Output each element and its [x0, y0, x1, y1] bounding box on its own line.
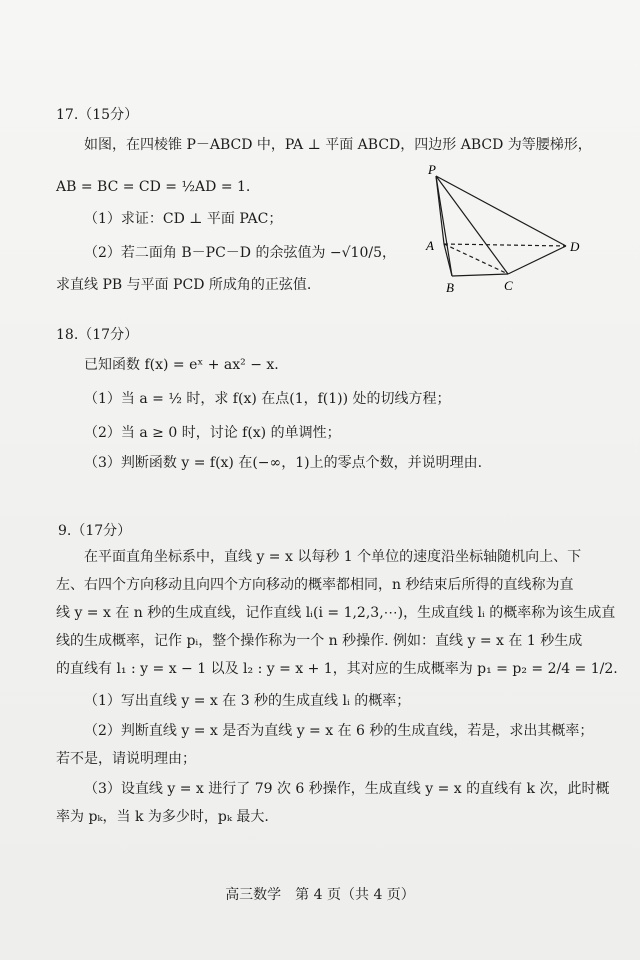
q17-part2: （2）若二面角 B－PC－D 的余弦值为 −√10/5， — [84, 245, 396, 261]
q19-part1: （1）写出直线 y = x 在 3 秒的生成直线 lᵢ 的概率； — [84, 693, 411, 709]
q19-line2: 左、右四个方向移动且向四个方向移动的概率都相同，n 秒结束后所得的直线称为直 — [56, 577, 574, 593]
q19-part3: （3）设直线 y = x 进行了 79 次 6 秒操作，生成直线 y = x 的直线有 k 次，此时概 — [84, 781, 610, 797]
q17-part1: （1）求证：CD ⊥ 平面 PAC； — [84, 211, 283, 227]
q17-line1: 如图，在四棱锥 P－ABCD 中，PA ⊥ 平面 ABCD，四边形 ABCD 为等腰梯形， — [84, 137, 592, 153]
vertex-label-a: A — [426, 238, 434, 253]
q18-header: 18.（17分） — [56, 327, 139, 343]
q19-line10: 率为 pₖ，当 k 为多少时，pₖ 最大. — [56, 809, 269, 825]
q19-line8: 若不是，请说明理由； — [56, 751, 196, 767]
pyramid-figure — [420, 160, 590, 300]
vertex-label-p: P — [428, 162, 436, 177]
vertex-label-b: B — [446, 280, 454, 295]
q19-header: 9.（17分） — [58, 523, 132, 539]
q19-part2: （2）判断直线 y = x 是否为直线 y = x 在 6 秒的生成直线，若是，求出其概率； — [84, 723, 594, 739]
q19-line4: 线的生成概率，记作 pᵢ，整个操作称为一个 n 秒操作. 例如：直线 y = x 在 1 秒生成 — [56, 633, 583, 649]
q17-header: 17.（15分） — [56, 107, 139, 123]
page-footer: 高三数学 第 4 页（共 4 页） — [225, 887, 415, 903]
q17-line5: 求直线 PB 与平面 PCD 所成角的正弦值. — [56, 277, 312, 293]
q17-line2: AB = BC = CD = ½AD = 1. — [56, 179, 251, 195]
q19-line1: 在平面直角坐标系中，直线 y = x 以每秒 1 个单位的速度沿坐标轴随机向上、下 — [84, 549, 582, 565]
vertex-label-c: C — [504, 278, 513, 293]
q18-part2: （2）当 a ≥ 0 时，讨论 f(x) 的单调性； — [84, 425, 341, 441]
q18-part3: （3）判断函数 y = f(x) 在(−∞，1)上的零点个数，并说明理由. — [84, 455, 483, 471]
q19-line3: 线 y = x 在 n 秒的生成直线，记作直线 lᵢ(i = 1,2,3,⋯)，生成直线 lᵢ 的概率称为该生成直 — [56, 605, 616, 621]
vertex-label-d: D — [570, 239, 580, 254]
q18-line1: 已知函数 f(x) = eˣ + ax² − x. — [84, 357, 279, 373]
q19-line5: 的直线有 l₁ : y = x − 1 以及 l₂ : y = x + 1，其对应的生成概率为 p₁ = p₂ = 2/4 = 1/2. — [56, 661, 618, 677]
q18-part1: （1）当 a = ½ 时，求 f(x) 在点(1，f(1)) 处的切线方程； — [84, 391, 451, 407]
